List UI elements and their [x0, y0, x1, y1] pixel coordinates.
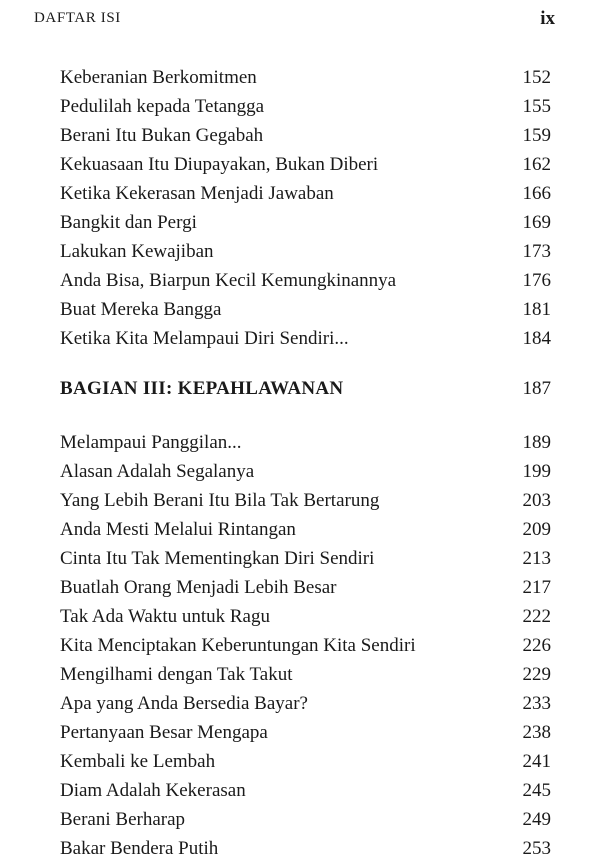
toc-entry-page: 199: [522, 461, 551, 482]
toc-entry-page: 152: [522, 67, 551, 88]
toc-entry-title: Lakukan Kewajiban: [60, 241, 214, 262]
section-heading-title: BAGIAN III: KEPAHLAWANAN: [60, 378, 344, 399]
toc-entry-page: 249: [522, 809, 551, 830]
toc-entry: [60, 573, 551, 602]
toc-entry-title: Pertanyaan Besar Mengapa: [60, 722, 268, 743]
toc-entry: [60, 295, 551, 324]
toc-entry-title: Bakar Bendera Putih: [60, 838, 219, 859]
toc-entry: [60, 776, 551, 805]
toc-entry-title: Kembali ke Lembah: [60, 751, 216, 772]
toc-entry: [60, 515, 551, 544]
toc-entry-page: 166: [522, 183, 551, 204]
toc-entry-title: Bangkit dan Pergi: [60, 212, 197, 233]
toc-entry: [60, 92, 551, 121]
toc-entry-page: 222: [522, 606, 551, 627]
toc-entry-page: 209: [522, 519, 551, 540]
page-number: ix: [540, 8, 555, 29]
toc-entry-page: 176: [522, 270, 551, 291]
toc-entry: [60, 660, 551, 689]
toc-entry: [60, 631, 551, 660]
toc-entry: [60, 428, 551, 457]
toc-entry-page: 213: [522, 548, 551, 569]
toc-entry-title: Anda Mesti Melalui Rintangan: [60, 519, 296, 540]
toc-entry-title: Ketika Kita Melampaui Diri Sendiri...: [60, 328, 349, 349]
toc-entry-page: 203: [522, 490, 551, 511]
toc-entry: [60, 602, 551, 631]
toc-entry-page: 233: [522, 693, 551, 714]
toc-entry-title: Mengilhami dengan Tak Takut: [60, 664, 293, 685]
toc-entry-title: Berani Itu Bukan Gegabah: [60, 125, 264, 146]
toc-entry-page: 159: [522, 125, 551, 146]
toc-entry-page: 238: [522, 722, 551, 743]
toc-entry-page: 245: [522, 780, 551, 801]
toc-entry-page: 189: [522, 432, 551, 453]
toc-entry-title: Melampaui Panggilan...: [60, 432, 242, 453]
toc-entry: [60, 324, 551, 353]
toc-entry-page: 226: [522, 635, 551, 656]
toc-entry: [60, 237, 551, 266]
toc-entry-title: Ketika Kekerasan Menjadi Jawaban: [60, 183, 334, 204]
toc-entry-page: 173: [522, 241, 551, 262]
toc-entry-title: Keberanian Berkomitmen: [60, 67, 257, 88]
toc-entry: [60, 718, 551, 747]
toc-entry: [60, 150, 551, 179]
toc-entry-title: Pedulilah kepada Tetangga: [60, 96, 265, 117]
toc-entry: [60, 834, 551, 863]
section-heading-part-three: [60, 374, 551, 404]
toc-entry: [60, 544, 551, 573]
toc-entry-page: 229: [522, 664, 551, 685]
toc-entry-page: 155: [522, 96, 551, 117]
toc-entry: [60, 486, 551, 515]
toc-entry-page: 184: [522, 328, 551, 349]
toc-entry-page: 181: [522, 299, 551, 320]
toc-entry: [60, 457, 551, 486]
toc-entry-title: Diam Adalah Kekerasan: [60, 780, 246, 801]
toc-list-part-three: [60, 428, 551, 863]
toc-entry-title: Buatlah Orang Menjadi Lebih Besar: [60, 577, 337, 598]
toc-entry-title: Cinta Itu Tak Mementingkan Diri Sendiri: [60, 548, 375, 569]
toc-entry-page: 217: [522, 577, 551, 598]
toc-entry-title: Apa yang Anda Bersedia Bayar?: [60, 693, 308, 714]
toc-entry-page: 253: [522, 838, 551, 859]
toc-entry: [60, 747, 551, 776]
toc-entry-title: Kekuasaan Itu Diupayakan, Bukan Diberi: [60, 154, 379, 175]
toc-entry-page: 162: [522, 154, 551, 175]
toc-entry-page: 241: [522, 751, 551, 772]
toc-entry: [60, 208, 551, 237]
toc-entry-title: Alasan Adalah Segalanya: [60, 461, 255, 482]
toc-entry-title: Buat Mereka Bangga: [60, 299, 222, 320]
toc-entry: [60, 266, 551, 295]
toc-entry-title: Kita Menciptakan Keberuntungan Kita Sendiri: [60, 635, 416, 656]
section-heading-page: 187: [522, 378, 551, 399]
toc-entry-page: 169: [522, 212, 551, 233]
toc-entry: [60, 63, 551, 92]
toc-entry-title: Yang Lebih Berani Itu Bila Tak Bertarung: [60, 490, 380, 511]
toc-entry-title: Anda Bisa, Biarpun Kecil Kemungkinannya: [60, 270, 397, 291]
toc-entry: [60, 121, 551, 150]
toc-entry: [60, 689, 551, 718]
toc-entry: [60, 805, 551, 834]
running-head: DAFTAR ISI: [34, 10, 121, 26]
toc-list-part-two: [60, 63, 551, 353]
toc-entry: [60, 179, 551, 208]
toc-entry-title: Tak Ada Waktu untuk Ragu: [60, 606, 270, 627]
toc-entry-title: Berani Berharap: [60, 809, 186, 830]
